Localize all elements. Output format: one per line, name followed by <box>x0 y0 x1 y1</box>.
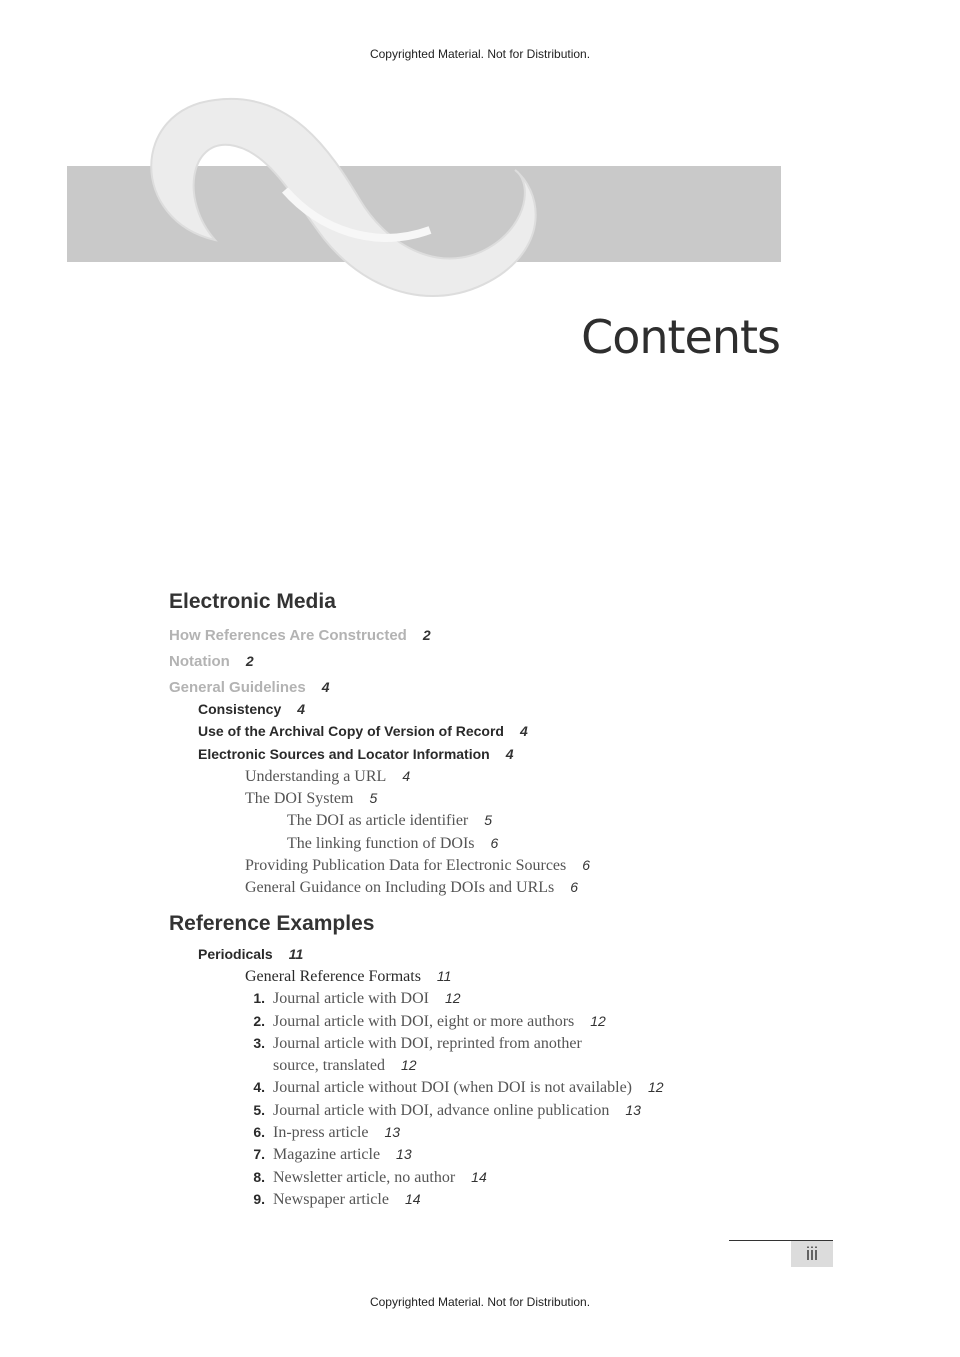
toc-entry[interactable] <box>198 699 305 719</box>
page-number: iii <box>791 1241 833 1267</box>
toc-entry-label: Electronic Sources and Locator Information <box>198 746 490 762</box>
section-heading-electronic-media: Electronic Media <box>169 590 336 613</box>
example-number: 2. <box>253 1013 265 1029</box>
toc-entry-label: Journal article without DOI (when DOI is not available) <box>273 1079 633 1096</box>
toc-entry-label: Use of the Archival Copy of Version of Record <box>198 723 504 739</box>
toc-page-number: 11 <box>288 946 304 962</box>
toc-entry[interactable] <box>245 766 410 787</box>
toc-page-number: 6 <box>490 835 499 851</box>
toc-entry-label: Magazine article <box>273 1146 381 1163</box>
toc-page-number: 13 <box>384 1124 401 1140</box>
toc-entry-label: How References Are Constructed <box>169 627 407 644</box>
toc-entry-label: The DOI as article identifier <box>287 812 469 829</box>
toc-page-number: 6 <box>570 879 579 895</box>
toc-entry[interactable] <box>287 810 492 831</box>
toc-example[interactable] <box>245 1189 421 1210</box>
example-number: 1. <box>253 990 265 1006</box>
example-number: 7. <box>253 1146 265 1162</box>
toc-entry-label: The linking function of DOIs <box>287 835 475 852</box>
toc-entry[interactable] <box>287 833 498 854</box>
toc-entry-label: General Guidance on Including DOIs and URLs <box>245 879 555 896</box>
toc-entry-label: General Reference Formats <box>245 968 421 985</box>
toc-entry[interactable] <box>198 744 514 764</box>
toc-entry[interactable] <box>169 677 330 698</box>
toc-entry[interactable] <box>198 944 303 964</box>
toc-entry-label: Journal article with DOI, reprinted from another <box>273 1035 582 1052</box>
toc-entry[interactable] <box>245 877 578 898</box>
toc-entry-label: General Guidelines <box>169 679 306 696</box>
toc-example[interactable] <box>245 1144 412 1165</box>
toc-example[interactable] <box>245 1122 400 1143</box>
toc-example-continuation[interactable] <box>245 1055 417 1076</box>
toc-page-number: 4 <box>402 768 411 784</box>
example-number: 3. <box>253 1035 265 1051</box>
toc-page-number: 12 <box>648 1079 664 1095</box>
toc-entry-label: Notation <box>169 653 230 670</box>
toc-page-number: 13 <box>625 1102 641 1118</box>
toc-entry-label: Periodicals <box>198 946 273 962</box>
page-title: Contents <box>581 310 780 364</box>
toc-page-number: 5 <box>484 812 493 828</box>
toc-page-number: 14 <box>471 1169 487 1185</box>
toc-entry-label: Journal article with DOI <box>273 990 429 1007</box>
toc-page-number: 5 <box>369 790 378 806</box>
toc-entry-label: Newspaper article <box>273 1191 389 1208</box>
toc-page-number: 4 <box>321 679 330 695</box>
copyright-notice-bottom: Copyrighted Material. Not for Distribution. <box>369 1295 591 1309</box>
toc-entry-label: The DOI System <box>245 790 354 807</box>
toc-entry-label: Understanding a URL <box>245 768 387 785</box>
toc-page-number: 12 <box>444 990 461 1006</box>
toc-entry-label: In-press article <box>273 1124 369 1141</box>
toc-example[interactable] <box>245 1077 664 1098</box>
toc-entry-label: Journal article with DOI, advance online publication <box>273 1102 610 1119</box>
toc-page-number: 4 <box>519 723 528 739</box>
toc-example[interactable] <box>245 1100 641 1121</box>
example-number: 6. <box>253 1124 265 1140</box>
toc-example[interactable] <box>245 1167 487 1188</box>
toc-page-number: 12 <box>590 1013 606 1029</box>
toc-entry-label: source, translated <box>273 1057 385 1074</box>
toc-page-number: 4 <box>297 701 306 717</box>
toc-example[interactable] <box>245 1011 606 1032</box>
toc-entry[interactable] <box>245 855 590 876</box>
example-number: 8. <box>253 1169 265 1185</box>
toc-entry[interactable] <box>245 788 377 809</box>
toc-entry-label: Consistency <box>198 701 282 717</box>
toc-entry[interactable] <box>169 625 431 646</box>
example-number: 5. <box>253 1102 265 1118</box>
toc-entry[interactable] <box>245 966 451 987</box>
copyright-notice-top: Copyrighted Material. Not for Distribution. <box>369 47 591 61</box>
toc-page-number: 4 <box>505 746 514 762</box>
example-number: 9. <box>253 1191 265 1207</box>
toc-entry[interactable] <box>198 721 528 741</box>
toc-page-number: 6 <box>582 857 591 873</box>
toc-entry-label: Providing Publication Data for Electronic Sources <box>245 857 567 874</box>
toc-page-number: 2 <box>422 627 431 643</box>
toc-example[interactable] <box>245 1033 582 1054</box>
toc-entry-label: Journal article with DOI, eight or more authors <box>273 1013 575 1030</box>
example-number: 4. <box>253 1079 265 1095</box>
toc-page-number: 11 <box>436 968 452 984</box>
toc-page-number: 14 <box>404 1191 421 1207</box>
toc-page-number: 13 <box>396 1146 412 1162</box>
swirl-ornament-icon <box>120 90 580 310</box>
toc-example[interactable] <box>245 988 461 1009</box>
toc-entry[interactable] <box>169 651 254 672</box>
toc-page-number: 12 <box>400 1057 417 1073</box>
toc-entry-label: Newsletter article, no author <box>273 1169 456 1186</box>
section-heading-reference-examples: Reference Examples <box>169 912 375 935</box>
toc-page-number: 2 <box>245 653 254 669</box>
